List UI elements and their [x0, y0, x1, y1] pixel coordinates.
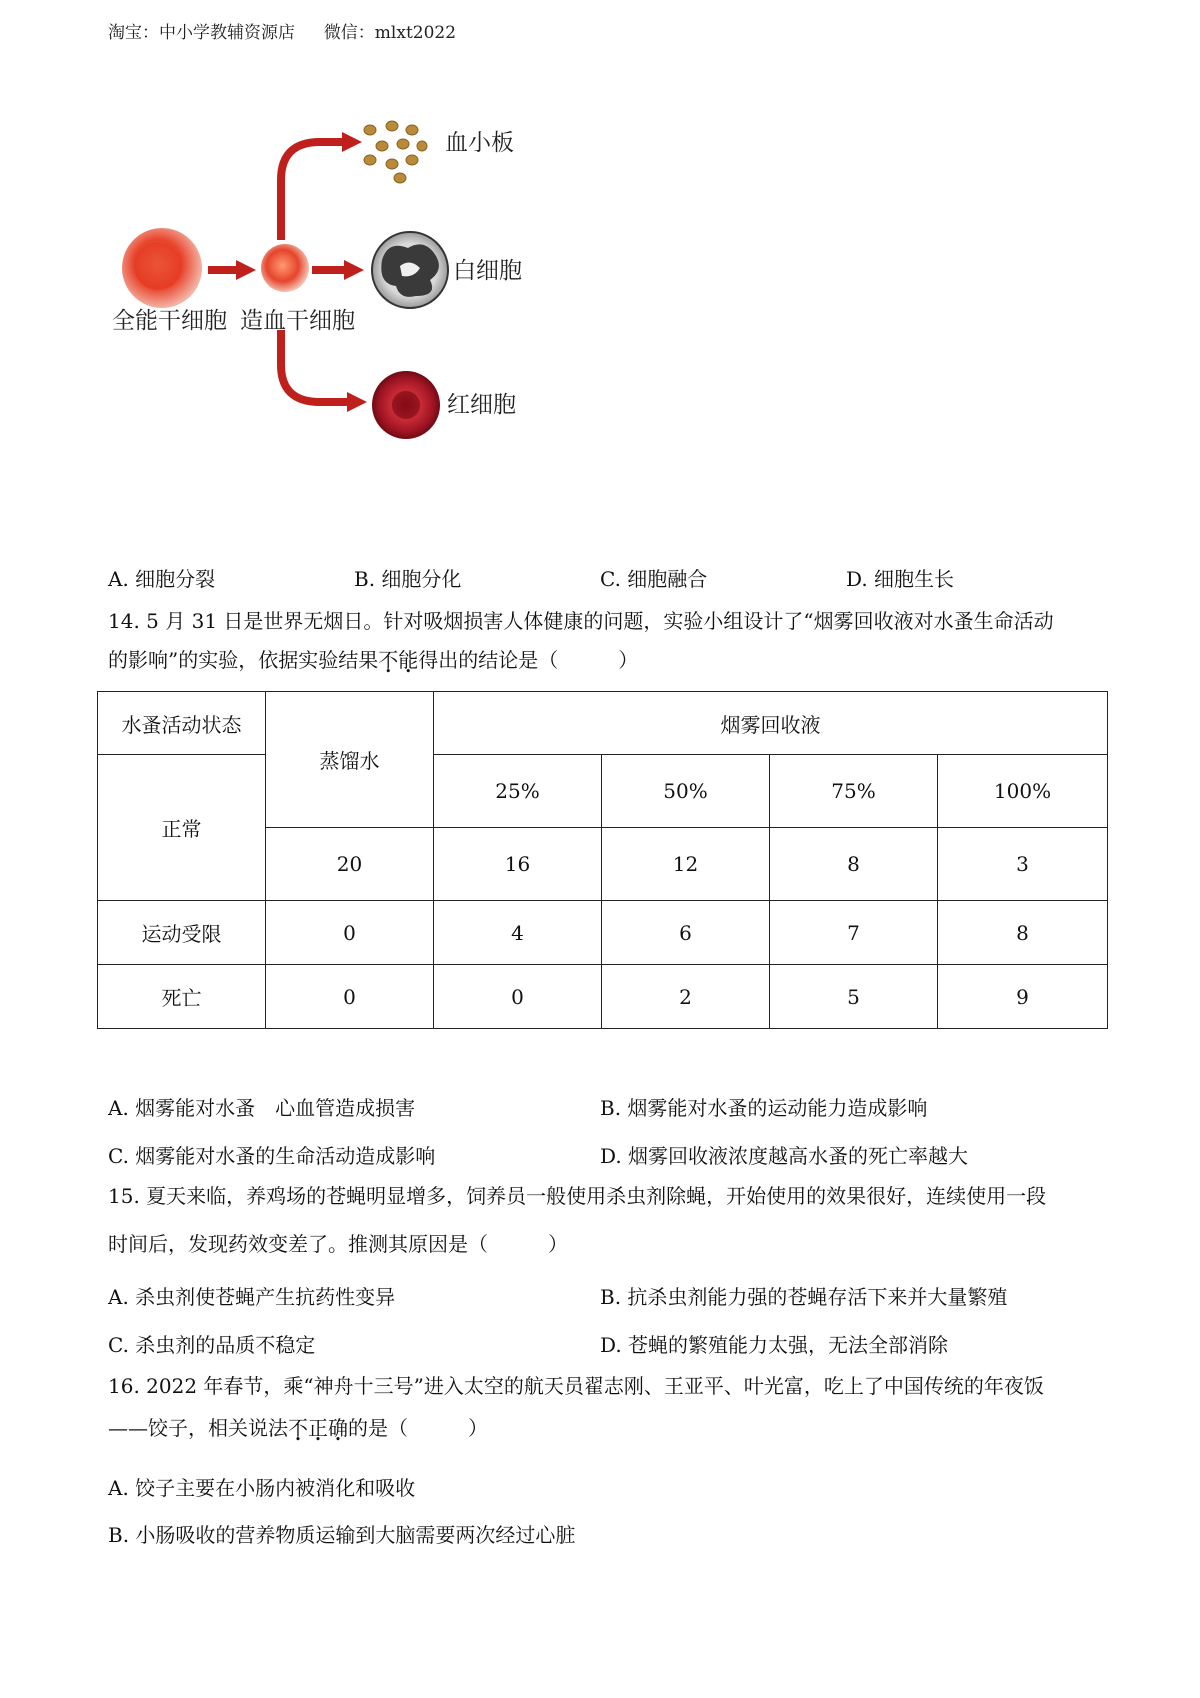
table-cell: 5: [770, 965, 938, 1029]
header-shop: 淘宝：中小学教辅资源店: [108, 23, 295, 43]
row-label-restricted: 运动受限: [98, 901, 266, 965]
header-smoke-solution: 烟雾回收液: [434, 692, 1108, 755]
page-header: [108, 18, 456, 43]
q14-stem-line1: 14. 5 月 31 日是世界无烟日。针对吸烟损害人体健康的问题，实验小组设计了“烟雾回收液对水蚤生命活动: [108, 609, 1054, 633]
emphasis-char: 确: [328, 1416, 348, 1440]
label-red-cell: 红细胞: [447, 392, 516, 418]
q16-line2-post: 的是（ ）: [348, 1416, 488, 1440]
table-cell: 0: [266, 901, 434, 965]
table-cell: 16: [434, 828, 602, 901]
totipotent-stem-cell: [122, 228, 202, 308]
table-cell: 12: [602, 828, 770, 901]
row-label-normal: 正常: [98, 755, 266, 901]
table-cell: 3: [938, 828, 1108, 901]
table-cell: 0: [434, 965, 602, 1029]
header-state: 水蚤活动状态: [98, 692, 266, 755]
arrow-right-icon: [208, 260, 256, 280]
header-concentration: 100%: [938, 755, 1108, 828]
white-blood-cell: [372, 232, 448, 308]
arrow-up-branch-icon: [281, 132, 362, 240]
q13-option-b[interactable]: B. 细胞分化: [354, 567, 462, 591]
table-cell: 9: [938, 965, 1108, 1029]
label-totipotent: 全能干细胞: [112, 308, 227, 334]
header-concentration: 75%: [770, 755, 938, 828]
table-row: [98, 965, 1108, 1029]
arrow-right-icon: [312, 260, 364, 280]
red-blood-cell: [372, 371, 440, 439]
table-row: [98, 901, 1108, 965]
q13-option-d[interactable]: D. 细胞生长: [846, 567, 955, 591]
stem-cell-diagram: [100, 120, 570, 480]
q14-option-b[interactable]: B. 烟雾能对水蚤的运动能力造成影响: [600, 1096, 928, 1120]
table-cell: 20: [266, 828, 434, 901]
platelet-cluster: [364, 121, 427, 183]
q16-option-b[interactable]: B. 小肠吸收的营养物质运输到大脑需要两次经过心脏: [108, 1523, 576, 1547]
q15-option-c[interactable]: C. 杀虫剂的品质不稳定: [108, 1333, 316, 1357]
q15-stem-line2: 时间后，发现药效变差了。推测其原因是（ ）: [108, 1232, 568, 1256]
table-cell: 8: [938, 901, 1108, 965]
table-cell: 6: [602, 901, 770, 965]
hematopoietic-stem-cell: [261, 244, 309, 292]
q15-option-a[interactable]: A. 杀虫剂使苍蝇产生抗药性变异: [108, 1285, 396, 1309]
q16-option-a[interactable]: A. 饺子主要在小肠内被消化和吸收: [108, 1476, 416, 1500]
q14-line2-post: 得出的结论是（ ）: [418, 648, 639, 672]
emphasis-char: 不: [288, 1416, 308, 1440]
q15-option-b[interactable]: B. 抗杀虫剂能力强的苍蝇存活下来并大量繁殖: [600, 1285, 1008, 1309]
q16-stem-line1: 16. 2022 年春节，乘“神舟十三号”进入太空的航天员翟志刚、王亚平、叶光富，吃上了中国传统的年夜饭: [108, 1374, 1044, 1398]
header-concentration: 25%: [434, 755, 602, 828]
q15-stem-line1: 15. 夏天来临，养鸡场的苍蝇明显增多，饲养员一般使用杀虫剂除蝇，开始使用的效果很好，连续使用一段: [108, 1184, 1047, 1208]
table-cell: 4: [434, 901, 602, 965]
emphasis-char: 能: [398, 648, 419, 672]
q14-option-c[interactable]: C. 烟雾能对水蚤的生命活动造成影响: [108, 1144, 436, 1168]
q13-option-c[interactable]: C. 细胞融合: [600, 567, 708, 591]
header-wechat: 微信：mlxt2022: [323, 23, 457, 43]
q13-option-a[interactable]: A. 细胞分裂: [108, 567, 216, 591]
table-cell: 0: [266, 965, 434, 1029]
header-concentration: 50%: [602, 755, 770, 828]
row-label-death: 死亡: [98, 965, 266, 1029]
table-cell: 2: [602, 965, 770, 1029]
experiment-table: [97, 691, 1108, 1029]
q14-line2-pre: 的影响”的实验，依据实验结果: [108, 648, 379, 672]
label-hematopoietic: 造血干细胞: [240, 308, 355, 334]
q15-option-d[interactable]: D. 苍蝇的繁殖能力太强，无法全部消除: [600, 1333, 949, 1357]
table-cell: 8: [770, 828, 938, 901]
table-cell: 7: [770, 901, 938, 965]
q14-option-a[interactable]: A. 烟雾能对水蚤 心血管造成损害: [108, 1096, 416, 1120]
label-platelet: 血小板: [445, 130, 514, 156]
q16-stem-line2: [108, 1418, 488, 1438]
q14-option-d[interactable]: D. 烟雾回收液浓度越高水蚤的死亡率越大: [600, 1144, 969, 1168]
q14-stem-line2: [108, 650, 638, 670]
emphasis-char: 正: [308, 1416, 328, 1440]
label-white-cell: 白细胞: [453, 258, 522, 284]
emphasis-char: 不: [378, 648, 399, 672]
header-distilled-water: 蒸馏水: [266, 692, 434, 828]
q16-line2-pre: ——饺子，相关说法: [108, 1416, 288, 1440]
arrow-down-branch-icon: [281, 330, 367, 412]
